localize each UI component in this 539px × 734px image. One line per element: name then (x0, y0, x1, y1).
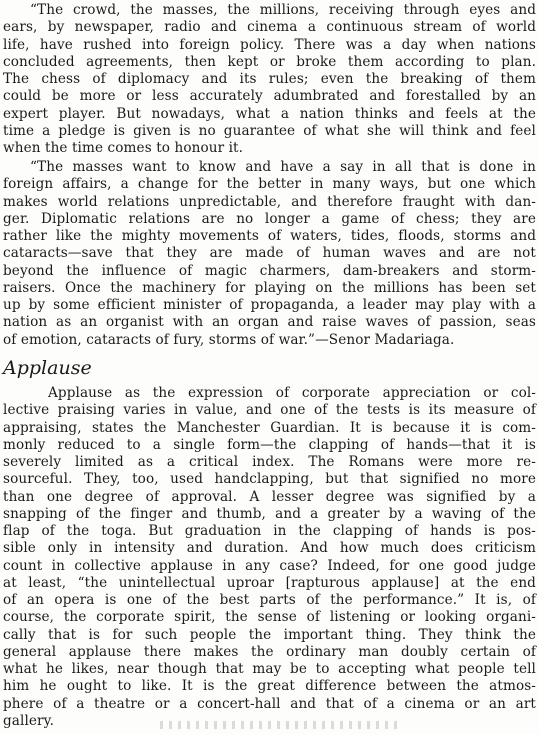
text-line: up by some efficient minister of propaganda, a leader may play with a (3, 297, 536, 313)
text-line: at least, “the unintellectual uproar [rapturous applause] at the end (3, 574, 536, 591)
text-line: of emotion, cataracts of fury, storms of war.”—Senor Madariaga. (3, 331, 455, 348)
text-line: beyond the influence of magic charmers, dam-breakers and storm- (3, 262, 536, 279)
text-line: Applause as the expression of corporate appreciation or col- (48, 385, 536, 401)
text-line: ears, by newspaper, radio and cinema a continuous stream of world (3, 19, 536, 36)
text-line: raisers. Once the machinery for playing on the millions has been set (3, 279, 536, 296)
text-line: “The crowd, the masses, the millions, receiving through eyes and (30, 2, 536, 18)
text-line: nation as an organist with an organ and raise waves of passion, seas (3, 314, 536, 331)
text-line: sourceful. They, too, used handclapping, but that signified no more (3, 471, 536, 488)
text-line: general applause there makes the ordinary man doubly certain of (3, 643, 536, 660)
text-line: concluded agreements, then kept or broke them according to plan. (3, 53, 536, 70)
text-line: monly reduced to a single form—the clapping of hands—that it is (3, 436, 536, 453)
text-line: count in collective applause in any case? Indeed, for one good judge (3, 557, 536, 574)
text-line: gallery. (3, 712, 55, 729)
text-line: him he ought to like. It is the great difference between the atmos- (3, 678, 536, 695)
section-heading-applause: Applause (3, 357, 92, 379)
text-line: could be more or less accurately adumbrated and forestalled by an (3, 88, 536, 105)
text-line: cally that is for such people the important thing. They think the (3, 626, 536, 643)
print-smudge (160, 721, 400, 729)
text-line: The chess of diplomacy and its rules; even the breaking of them (3, 71, 536, 87)
text-line: makes world relations unpredictable, and therefore fraught with dan- (3, 193, 536, 210)
text-line: time a pledge is given is no guarantee of what she will think and feel (3, 122, 536, 139)
text-line: than one degree of approval. A lesser degree was signified by a (3, 488, 536, 505)
text-line: “The masses want to know and have a say in all that is done in (30, 159, 536, 175)
text-line: sible only in intensity and duration. And how much does criticism (3, 540, 536, 557)
text-line: phere of a theatre or a concert-hall and that of a cinema or an art (3, 695, 536, 712)
text-line: life, have rushed into foreign policy. There was a day when nations (3, 36, 536, 53)
text-line: appraising, states the Manchester Guardian. It is because it is com- (3, 419, 536, 436)
text-line: flap of the toga. But graduation in the clapping of hands is pos- (3, 523, 536, 539)
text-line: severely limited as a critical index. The Romans were more re- (3, 454, 536, 470)
text-line: when the time comes to honour it. (3, 140, 244, 156)
text-line: cataracts—save that they are made of human waves and are not (3, 245, 536, 262)
text-line: lective praising varies in value, and one of the tests is its measure of (3, 402, 536, 419)
text-line: expert player. But nowadays, what a nation thinks and feels at the (3, 105, 536, 122)
text-line: foreign affairs, a change for the better in many ways, but one which (3, 176, 536, 193)
text-line: snapping of the finger and thumb, and a greater by a waving of the (3, 505, 536, 522)
text-line: course, the corporate spirit, the sense of listening or looking organi- (3, 609, 536, 626)
text-line: ger. Diplomatic relations are no longer a game of chess; they are (3, 210, 536, 227)
text-line: of an opera is one of the best parts of the performance.” It is, of (3, 592, 536, 608)
text-line: rather like the mighty movements of waters, tides, floods, storms and (3, 228, 536, 244)
text-line: what he likes, near though that may be to accepting what people tell (3, 661, 536, 677)
